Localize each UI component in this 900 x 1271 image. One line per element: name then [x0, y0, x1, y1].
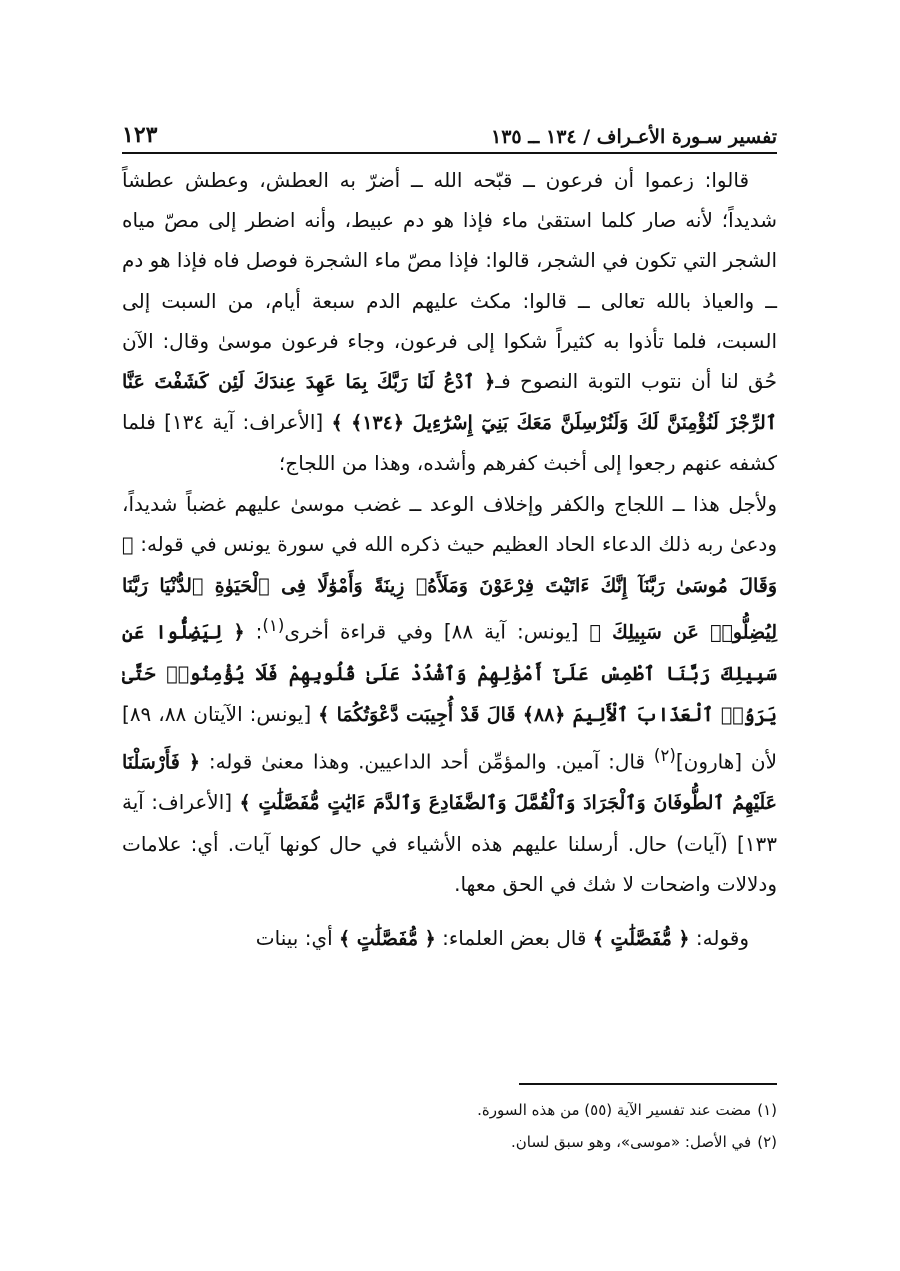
text-span: قال: آمين. والمؤمِّن أحد الداعيين. وهذا معنىٰ قوله:	[200, 749, 654, 774]
text-span: فلما كشفه عنهم رجعوا إلى أخبث كفرهم وأشده، وهذا من اللجاج؛	[122, 410, 777, 476]
text-span: وقوله:	[689, 925, 749, 950]
quran-verse: ﴿ فَأَرْسَلْنَا عَلَيْهِمُ ٱلطُّوفَانَ وَٱلْجَرَادَ وَٱلْقُمَّلَ وَٱلضَّفَادِعَ وَٱلدَّمَ ءَايَٰتٍ مُّفَصَّلَٰتٍ ﴾	[122, 751, 778, 815]
paragraph-2	[122, 484, 777, 904]
footnote-2	[122, 1126, 777, 1158]
text-span: قال بعض العلماء:	[435, 925, 593, 950]
verse-reference: [يونس: آية ٨٨] وفي قراءة أخرى	[284, 619, 590, 644]
text-span: ولأجل هذا ــ اللجاج والكفر وإخلاف الوعد ــ غضب موسىٰ عليهم غضباً شديداً، ودعىٰ ربه ذلك الدعاء الحاد العظيم حيث ذكره الله في سورة يونس في قوله:	[122, 491, 777, 556]
verse-reference: [الأعراف: آية ١٣٤]	[155, 410, 332, 435]
footnote-text: مضت عند تفسير الآية (٥٥) من هذه السورة.	[477, 1101, 752, 1119]
quran-verse: ﴿ مُّفَصَّلَٰتٍ ﴾	[339, 927, 436, 950]
footnotes	[122, 1094, 777, 1158]
quran-verse: ﴿ وَقَالَ مُوسَىٰ رَبَّنَآ إِنَّكَ ءَاتَيْتَ فِرْعَوْنَ وَمَلَأَهُۥ زِينَةً وَأَمْوَٰلًا فِى ٱلْحَيَوٰةِ ٱلدُّنْيَا رَبَّنَا لِيُضِلُّوا۟ عَن سَبِيلِكَ ﴾	[122, 533, 777, 644]
header-divider	[122, 152, 777, 154]
text-span: قالوا: زعموا أن فرعون ــ قبّحه الله ــ أضرّ به العطش، وعطش عطشاً شديداً؛ لأنه صار كلما استقىٰ ماء فإذا هو دم عبيط، وأنه اضطر إلى مصّ مياه الشجر التي تكون في الشجر، قالوا: فإذا مصّ ماء الشجرة فوصل فاه فإذا هو دم ــ والعياذ بالله تعالى ــ قالوا: مكث عليهم الدم سبعة أيام، من السبت إلى السبت، فلما تأذوا به كثيراً شكوا إلى فرعون، وجاء فرعون موسىٰ وقال: الآن حُق لنا أن نتوب التوبة النصوح فـ	[122, 168, 777, 394]
page-number: ١٢٣	[122, 122, 158, 148]
text-span: :	[244, 619, 263, 644]
footnote-divider	[519, 1083, 777, 1085]
footnote-1	[122, 1094, 777, 1126]
text-span: أي: بينات	[255, 925, 340, 950]
footnote-number: (١)	[757, 1101, 777, 1119]
footnote-marker-2: (٢)	[653, 745, 676, 765]
quran-verse: ﴿ ٱدْعُ لَنَا رَبَّكَ بِمَا عَهِدَ عِندَكَ لَئِن كَشَفْتَ عَنَّا ٱلرِّجْزَ لَنُؤْمِنَنَّ لَكَ وَلَنُرْسِلَنَّ مَعَكَ بَنِيٓ إِسْرَٰٓءِيلَ ﴿١٣٤﴾ ﴾	[122, 371, 777, 435]
header-title: تفسير سـورة الأعـراف / ١٣٤ ــ ١٣٥	[491, 126, 777, 148]
footnote-text: في الأصل: «موسى»، وهو سبق لسان.	[510, 1133, 752, 1151]
running-header	[122, 108, 777, 148]
quran-verse: ﴿ لِيَضِلُّوا عَن سَبِيلِكَ رَبَّنَا ٱطْمِسْ عَلَىٰٓ أَمْوَٰلِهِمْ وَٱشْدُدْ عَلَىٰ قُلُوبِهِمْ فَلَا يُؤْمِنُوا۟ حَتَّىٰ يَرَوُا۟ ٱلْعَذَابَ ٱلْأَلِيمَ ﴿٨٨﴾ قَالَ قَدْ أُجِيبَت دَّعْوَتُكُمَا ﴾	[122, 621, 778, 727]
quran-verse: ﴿ مُّفَصَّلَٰتٍ ﴾	[592, 927, 690, 950]
main-text	[122, 160, 777, 959]
paragraph-1	[122, 160, 777, 484]
footnote-marker-1: (١)	[262, 616, 285, 636]
paragraph-3	[122, 918, 777, 959]
verse-reference: [يونس: الآيتان ٨٨، ٨٩] لأن [هارون]	[122, 702, 777, 774]
verse-reference: [الأعراف: آية ١٣٣] (آيات) حال. أرسلنا عليهم هذه الأشياء في حال كونها آيات. أي: علامات ودلالات واضحات لا شك في الحق معها.	[122, 790, 777, 896]
footnote-number: (٢)	[757, 1133, 777, 1151]
